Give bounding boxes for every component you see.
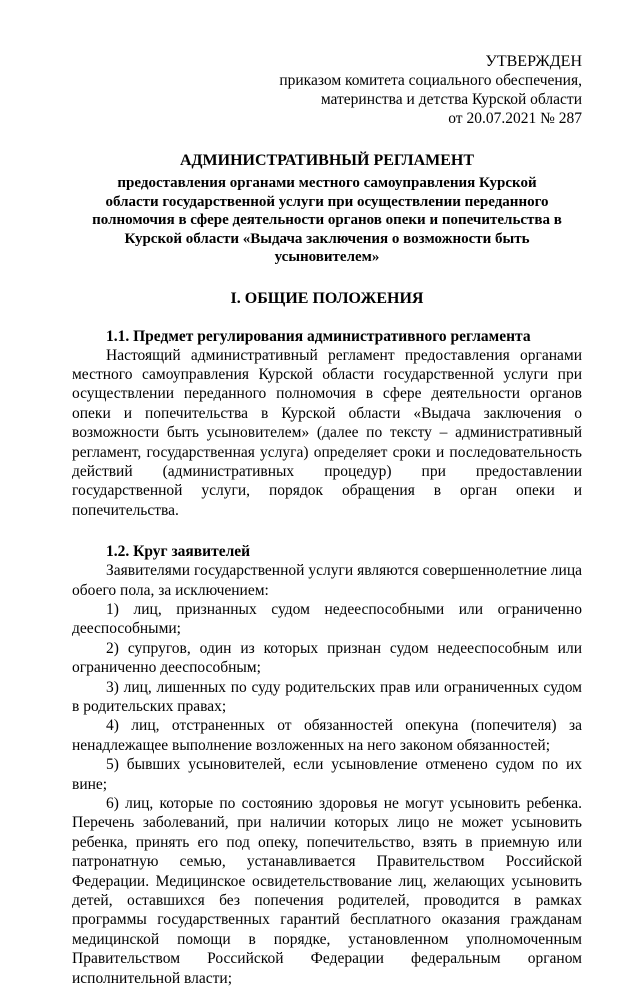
list-item-2: 2) супругов, один из которых признан судом недееспособным или ограниченно дееспособным;	[72, 639, 582, 677]
paragraph-subject: Настоящий административный регламент предоставления органами местного самоуправления Курской области государственной услуги при осуществлении переданного полномочия в сфере деятельности органов опеки и попечительства в Курской области «Выдача заключения о возможности быть усыновителем» (далее по тексту – административный регламент, государственная услуга) определяет сроки и последовательность действий (административных процедур) при предоставлении государственной услуги, порядок обращения в орган опеки и попечительства.	[72, 346, 582, 519]
section-heading-general: I. ОБЩИЕ ПОЛОЖЕНИЯ	[230, 289, 424, 307]
document-title: АДМИНИСТРАТИВНЫЙ РЕГЛАМЕНТ	[179, 152, 475, 169]
approval-line-2: материнства и детства Курской области	[320, 91, 582, 108]
approval-stamp	[72, 52, 582, 128]
paragraph-applicants-intro: Заявителями государственной услуги являются совершеннолетние лица обоего пола, за исключением:	[72, 562, 582, 599]
approval-line-1: приказом комитета социального обеспечения,	[279, 72, 582, 89]
list-item-4: 4) лиц, отстраненных от обязанностей опекуна (попечителя) за ненадлежащее выполнение возложенных на него законом обязанностей;	[72, 717, 582, 754]
subsection-heading-1-2: 1.2. Круг заявителей	[106, 543, 251, 561]
approval-date-number: от 20.07.2021 № 287	[448, 110, 582, 127]
list-item-6: 6) лиц, которые по состоянию здоровья не могут усыновить ребенка. Перечень заболеваний, при наличии которых лицо не может усыновить ребенка, принять его под опеку, попечительство, взять в приемную или патронатную семью, устанавливается Правительством Российской Федерации. Медицинское освидетельствование лиц, желающих усыновить детей, оставшихся без попечения родителей, проводится в рамках программы государственных гарантий бесплатного оказания гражданам медицинской помощи в порядке, установленном уполномоченным Правительством Российской Федерации федеральным органом исполнительной власти;	[72, 795, 582, 987]
document-subtitle: предоставления органами местного самоуправления Курской области государственной услуги при осуществлении переданного полномочия в сфере деятельности органов опеки и попечительства в Курской области «Выдача заключения о возможности быть усыновителем»	[92, 175, 562, 265]
subsection-heading-1-1: 1.1. Предмет регулирования административного регламента	[106, 327, 531, 345]
list-item-5: 5) бывших усыновителей, если усыновление отменено судом по их вине;	[72, 756, 582, 793]
approval-heading: УТВЕРЖДЕН	[485, 53, 582, 70]
list-item-1: 1) лиц, признанных судом недееспособными или ограниченно дееспособными;	[72, 600, 582, 638]
list-item-3: 3) лиц, лишенных по суду родительских прав или ограниченных судом в родительских правах;	[72, 678, 582, 715]
